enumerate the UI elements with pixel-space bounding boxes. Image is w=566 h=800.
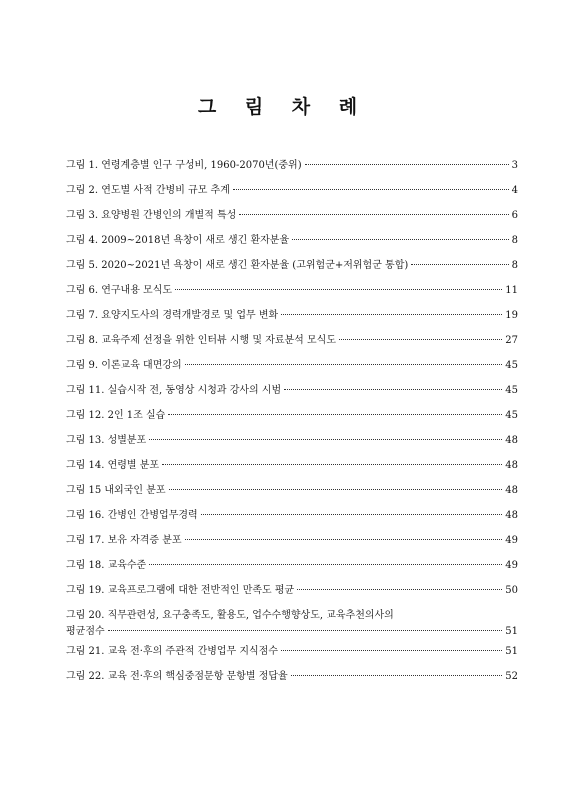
entry-label: 그림 5. 2020~2021년 욕창이 새로 생긴 환자분율 (고위험군+저위험군 통합) [66, 260, 409, 271]
dot-leader [185, 364, 503, 365]
entry-label: 그림 22. 교육 전·후의 핵심중점문항 문항별 정답율 [66, 671, 288, 682]
dot-leader [162, 464, 502, 465]
toc-entry [66, 506, 518, 531]
dot-leader [281, 314, 502, 315]
entry-page-number: 49 [505, 560, 518, 571]
entry-page-number: 49 [505, 535, 518, 546]
entry-page-number: 45 [505, 360, 518, 371]
dot-leader [281, 650, 502, 651]
entry-label: 그림 6. 연구내용 모식도 [66, 285, 173, 296]
page-title: 그 림 차 례 [197, 96, 369, 118]
entry-label-line1: 그림 20. 직무관련성, 요구충족도, 활용도, 업수수행향상도, 교육추천의사의 [66, 610, 394, 621]
dot-leader [339, 339, 502, 340]
toc-entry [66, 431, 518, 456]
dot-leader [284, 389, 502, 390]
toc-entry [66, 306, 518, 331]
entry-label: 그림 1. 연령계층별 인구 구성비, 1960-2070년(중위) [66, 160, 302, 171]
dot-leader [185, 539, 503, 540]
entry-label: 그림 13. 성별분포 [66, 435, 147, 446]
toc-entry [66, 281, 518, 306]
entry-page-number: 51 [505, 626, 518, 637]
toc-entry [66, 667, 518, 692]
toc-entry [66, 642, 518, 667]
toc-entry [66, 256, 518, 281]
dot-leader [149, 439, 502, 440]
entry-label: 그림 18. 교육수준 [66, 560, 147, 571]
entry-label-line2: 평균점수 [66, 626, 105, 637]
toc-entry [66, 181, 518, 206]
dot-leader [297, 589, 502, 590]
toc-entry [66, 531, 518, 556]
toc-entry-20 [66, 606, 518, 642]
entry-page-number: 51 [505, 646, 518, 657]
entry-page-number: 8 [511, 235, 518, 246]
entry-label: 그림 16. 간병인 간병업무경력 [66, 510, 198, 521]
dot-leader [291, 675, 503, 676]
entry-label: 그림 8. 교육주제 선정을 위한 인터뷰 시행 및 자료분석 모식도 [66, 335, 336, 346]
dot-leader [411, 264, 508, 265]
toc-entry [66, 581, 518, 606]
dot-leader [169, 489, 503, 490]
entry-label: 그림 11. 실습시작 전, 동영상 시청과 강사의 시범 [66, 385, 282, 396]
entry-label: 그림 7. 요양지도사의 경력개발경로 및 업무 변화 [66, 310, 279, 321]
entry-label: 그림 2. 연도별 사적 간병비 규모 추계 [66, 185, 230, 196]
dot-leader [292, 239, 508, 240]
entry-label: 그림 14. 연령별 분포 [66, 460, 160, 471]
toc-entry [66, 456, 518, 481]
entry-page-number: 4 [511, 185, 518, 196]
entry-page-number: 45 [505, 410, 518, 421]
toc-entry [66, 356, 518, 381]
dot-leader [108, 630, 503, 631]
entry-label: 그림 12. 2인 1조 실습 [66, 410, 166, 421]
entry-label: 그림 17. 보유 자격증 분포 [66, 535, 182, 546]
toc-entry [66, 231, 518, 256]
entry-page-number: 48 [505, 510, 518, 521]
dot-leader [168, 414, 502, 415]
toc-entry [66, 331, 518, 356]
entry-page-number: 6 [511, 210, 518, 221]
dot-leader [305, 164, 509, 165]
entry-page-number: 11 [505, 285, 518, 296]
entry-page-number: 48 [505, 485, 518, 496]
entry-page-number: 52 [505, 671, 518, 682]
entry-page-number: 45 [505, 385, 518, 396]
toc-entry [66, 406, 518, 431]
entry-page-number: 27 [505, 335, 518, 346]
figure-list [66, 156, 518, 692]
dot-leader [149, 564, 502, 565]
entry-label: 그림 21. 교육 전·후의 주관적 간병업무 지식점수 [66, 646, 279, 657]
entry-label: 그림 4. 2009~2018년 욕창이 새로 생긴 환자분율 [66, 235, 290, 246]
toc-entry [66, 556, 518, 581]
entry-label: 그림 3. 요양병원 간병인의 개별적 특성 [66, 210, 237, 221]
toc-entry [66, 156, 518, 181]
toc-entry [66, 206, 518, 231]
dot-leader [175, 289, 502, 290]
entry-page-number: 3 [511, 160, 518, 171]
entry-page-number: 50 [505, 585, 518, 596]
entry-label: 그림 9. 이론교육 대면강의 [66, 360, 182, 371]
dot-leader [233, 189, 509, 190]
dot-leader [239, 214, 508, 215]
entry-page-number: 48 [505, 460, 518, 471]
toc-entry [66, 381, 518, 406]
entry-page-number: 19 [505, 310, 518, 321]
entry-label: 그림 15 내외국인 분포 [66, 485, 166, 496]
dot-leader [201, 514, 503, 515]
entry-label: 그림 19. 교육프로그램에 대한 전반적인 만족도 평균 [66, 585, 295, 596]
entry-page-number: 48 [505, 435, 518, 446]
entry-page-number: 8 [511, 260, 518, 271]
toc-entry [66, 481, 518, 506]
